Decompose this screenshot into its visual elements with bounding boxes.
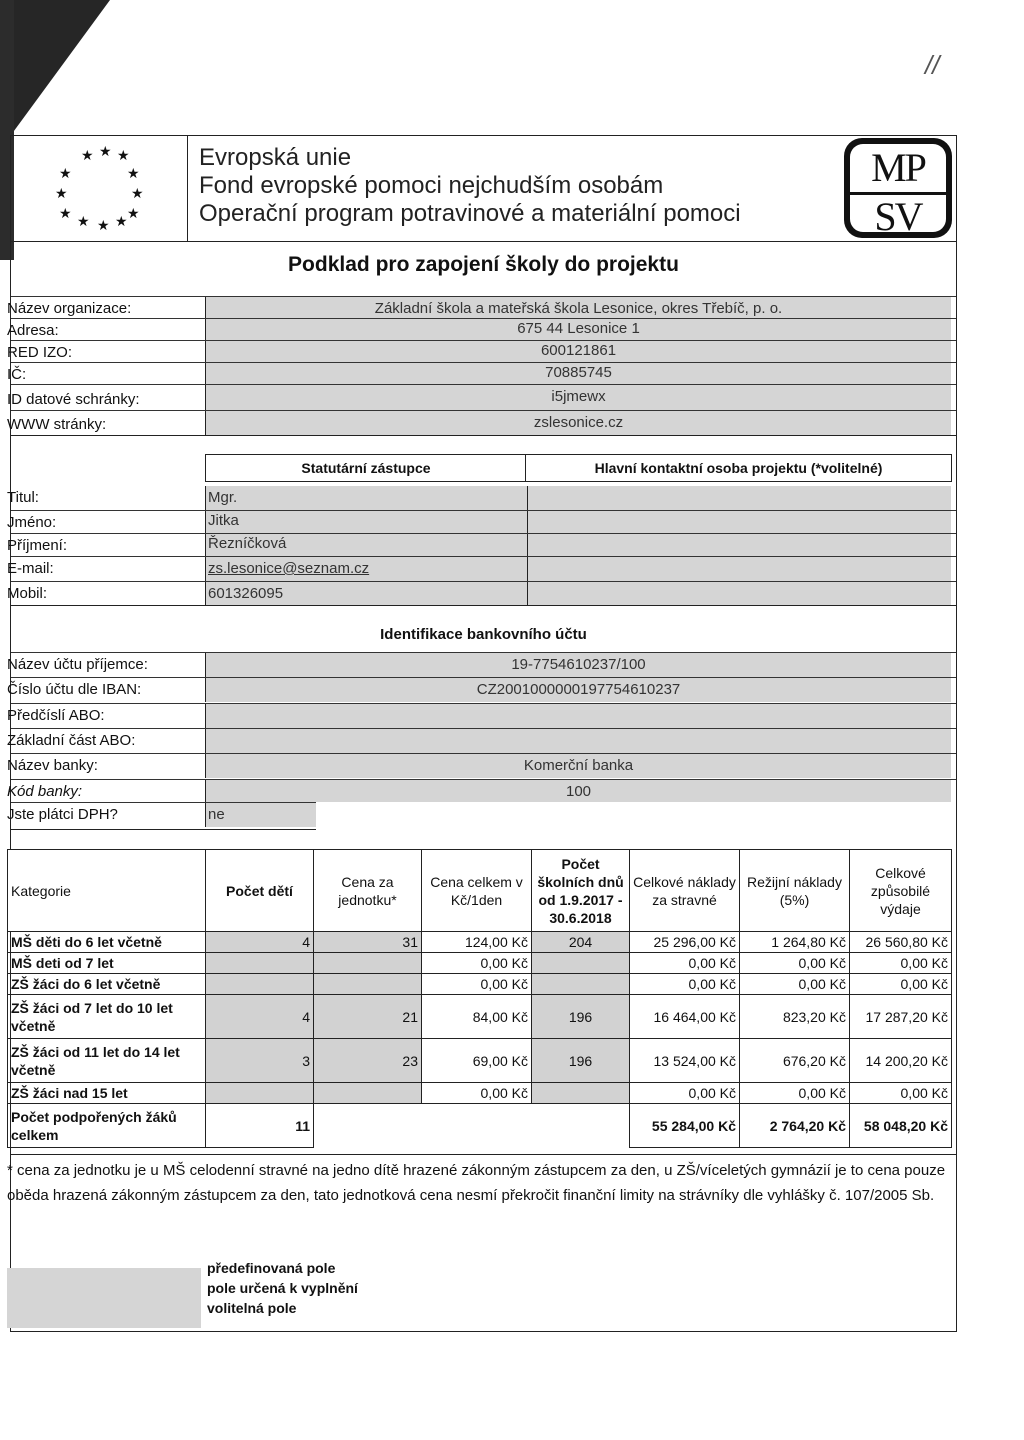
bank-value [205,704,951,728]
school-days-cell: 204 [532,932,630,953]
overhead-cell: 676,20 Kč [740,1039,850,1083]
org-value: zslesonice.cz [205,411,951,436]
legend-item-to-fill: pole určená k vyplnění [207,1280,358,1296]
bank-row [7,753,956,780]
table-header: Cena za jednotku* [314,850,422,932]
daily-total-cell: 0,00 Kč [422,953,532,974]
daily-total-cell: 0,00 Kč [422,1083,532,1104]
eligible-cell: 0,00 Kč [850,974,952,995]
contact-label: Mobil: [7,585,48,602]
statutory-value: 601326095 [205,582,528,606]
org-row [7,384,956,411]
table-row [8,932,952,953]
category-cell: MŠ děti do 6 let včetně [8,932,206,953]
table-row [8,953,952,974]
contact-row [7,486,956,512]
vat-value: ne [205,803,316,827]
meal-costs-cell: 0,00 Kč [630,953,740,974]
eu-flag: ★ ★ ★ ★ ★ ★ ★ ★ ★ ★ ★ ★ [11,136,188,242]
unit-price-cell: 23 [314,1039,422,1083]
empty-cell [314,1104,422,1148]
school-days-cell [532,1083,630,1104]
overhead-cell: 823,20 Kč [740,995,850,1039]
bank-label: Předčíslí ABO: [7,707,105,724]
eligible-cell: 26 560,80 Kč [850,932,952,953]
header-line-fund: Fond evropské pomoci nejchudším osobám [199,172,664,199]
meal-costs-cell: 13 524,00 Kč [630,1039,740,1083]
contact-row [7,556,956,583]
bank-label: Název účtu příjemce: [7,656,148,673]
daily-total-cell: 0,00 Kč [422,974,532,995]
meal-costs-cell: 16 464,00 Kč [630,995,740,1039]
unit-price-cell: 31 [314,932,422,953]
contact-person-header: Hlavní kontaktní osoba projektu (*volitelné) [525,454,952,482]
bank-heading: Identifikace bankovního účtu [380,626,587,643]
table-row [8,1039,952,1083]
eligible-cell: 0,00 Kč [850,1083,952,1104]
table-row [8,974,952,995]
org-row [7,410,956,437]
category-cell: ZŠ žáci od 7 let do 10 let včetně [8,995,206,1039]
contact-person-value [527,582,951,606]
contact-person-value [527,486,951,510]
contact-label: E-mail: [7,560,54,577]
total-label: Počet podpořených žáků celkem [8,1104,206,1148]
children-count-cell: 4 [206,995,314,1039]
org-value: 600121861 [205,341,951,362]
contact-person-value [527,511,951,534]
eligible-cell: 17 287,20 Kč [850,995,952,1039]
daily-total-cell: 69,00 Kč [422,1039,532,1083]
table-row [8,995,952,1039]
bank-label: Základní část ABO: [7,732,136,749]
daily-total-cell: 84,00 Kč [422,995,532,1039]
total-count: 11 [206,1104,314,1148]
vat-label: Jste plátci DPH? [7,806,118,823]
table-header: Celkové způsobilé výdaje [850,850,952,932]
overhead-cell: 1 264,80 Kč [740,932,850,953]
children-count-cell [206,1083,314,1104]
contact-label: Příjmení: [7,537,68,554]
meal-costs-cell: 0,00 Kč [630,1083,740,1104]
org-label: Adresa: [7,322,59,339]
children-count-cell: 4 [206,932,314,953]
empty-cell [532,1104,630,1148]
overhead-cell: 0,00 Kč [740,1083,850,1104]
table-header-row [8,850,952,932]
statutory-email[interactable]: zs.lesonice@seznam.cz [205,557,528,581]
vat-row [7,802,316,830]
children-count-cell: 3 [206,1039,314,1083]
contact-label: Jméno: [7,514,57,531]
form-document [7,135,957,1332]
meal-costs-cell: 0,00 Kč [630,974,740,995]
org-label: WWW stránky: [7,416,107,433]
statutory-value: Jitka [205,511,528,534]
org-label: Název organizace: [7,300,132,317]
org-value: Základní škola a mateřská škola Lesonice, okres Třebíč, p. o. [205,297,951,322]
header-line-eu: Evropská unie [199,144,352,171]
contact-person-value [527,534,951,557]
unit-price-note: * cena za jednotku je u MŠ celodenní stravné na jedno dítě hrazené zákonným zástupcem za den, u ZŠ/víceletých gymnázií je to cena pouze oběda hrazená zákonným zástupcem za den, tato jednotková cena nesmí překročit finanční limity na strávníky dle vyhlášky č. 107/2005 Sb. [7,1162,946,1204]
scan-dark-corner [0,0,110,150]
bank-row [7,728,956,755]
category-cell: ZŠ žáci nad 15 let [8,1083,206,1104]
category-cell: ZŠ žáci do 6 let včetně [8,974,206,995]
contact-row [7,581,956,608]
table-header: Režijní náklady (5%) [740,850,850,932]
org-label: RED IZO: [7,344,73,361]
bank-value: Komerční banka [205,754,951,778]
statutory-value: Řezníčková [205,534,528,557]
unit-price-cell [314,1083,422,1104]
unit-price-cell [314,974,422,995]
unit-price-cell: 21 [314,995,422,1039]
daily-total-cell: 124,00 Kč [422,932,532,953]
bank-row [7,703,956,730]
school-days-cell: 196 [532,995,630,1039]
header-line-program: Operační program potravinové a materiální pomoci [199,200,741,227]
table-total-row [8,1104,952,1148]
bank-label: Název banky: [7,757,98,774]
legend [207,1258,358,1318]
table-header: Cena celkem v Kč/1den [422,850,532,932]
bank-row [7,652,956,679]
eligible-cell: 0,00 Kč [850,953,952,974]
category-cell: MŠ deti od 7 let [8,953,206,974]
overhead-cell: 0,00 Kč [740,974,850,995]
org-value: i5jmewx [205,385,951,410]
handwritten-mark: // [925,50,940,80]
legend-item-predefined: předefinovaná pole [207,1260,336,1276]
total-eligible: 58 048,20 Kč [850,1104,952,1148]
org-label: ID datové schránky: [7,391,140,408]
bank-value [205,729,951,753]
total-overhead: 2 764,20 Kč [740,1104,850,1148]
bank-value: CZ2001000000197754610237 [205,678,951,702]
table-header: Počet dětí [206,850,314,932]
table-header: Celkové náklady za stravné [630,850,740,932]
org-value: 675 44 Lesonice 1 [205,319,951,340]
children-count-cell [206,974,314,995]
legend-gray-swatch [7,1268,201,1328]
empty-cell [422,1104,532,1148]
bank-label: Kód banky: [7,783,83,800]
children-count-cell [206,953,314,974]
total-meal-costs: 55 284,00 Kč [630,1104,740,1148]
bank-row [7,677,956,704]
school-days-cell [532,953,630,974]
legend-item-optional: volitelná pole [207,1300,297,1316]
category-cell: ZŠ žáci od 11 let do 14 let včetně [8,1039,206,1083]
contact-person-value [527,557,951,581]
overhead-cell: 0,00 Kč [740,953,850,974]
program-header [199,144,741,228]
meal-costs-cell: 25 296,00 Kč [630,932,740,953]
school-days-cell [532,974,630,995]
contact-label: Titul: [7,489,39,506]
table-header: Počet školních dnů od 1.9.2017 - 30.6.2018 [532,850,630,932]
school-days-cell: 196 [532,1039,630,1083]
statutory-value: Mgr. [205,486,528,510]
page-title: Podklad pro zapojení školy do projektu [288,253,679,276]
statutory-header: Statutární zástupce [205,454,527,482]
table-row [8,1083,952,1104]
eligible-cell: 14 200,20 Kč [850,1039,952,1083]
table-header: Kategorie [8,850,206,932]
org-value: 70885745 [205,363,951,384]
bank-value: 19-7754610237/100 [205,653,951,677]
category-table [7,849,952,1148]
bank-value: 100 [205,780,951,802]
org-label: IČ: [7,366,27,383]
bank-label: Číslo účtu dle IBAN: [7,681,142,698]
mpsv-logo: MP SV [844,138,952,238]
unit-price-cell [314,953,422,974]
